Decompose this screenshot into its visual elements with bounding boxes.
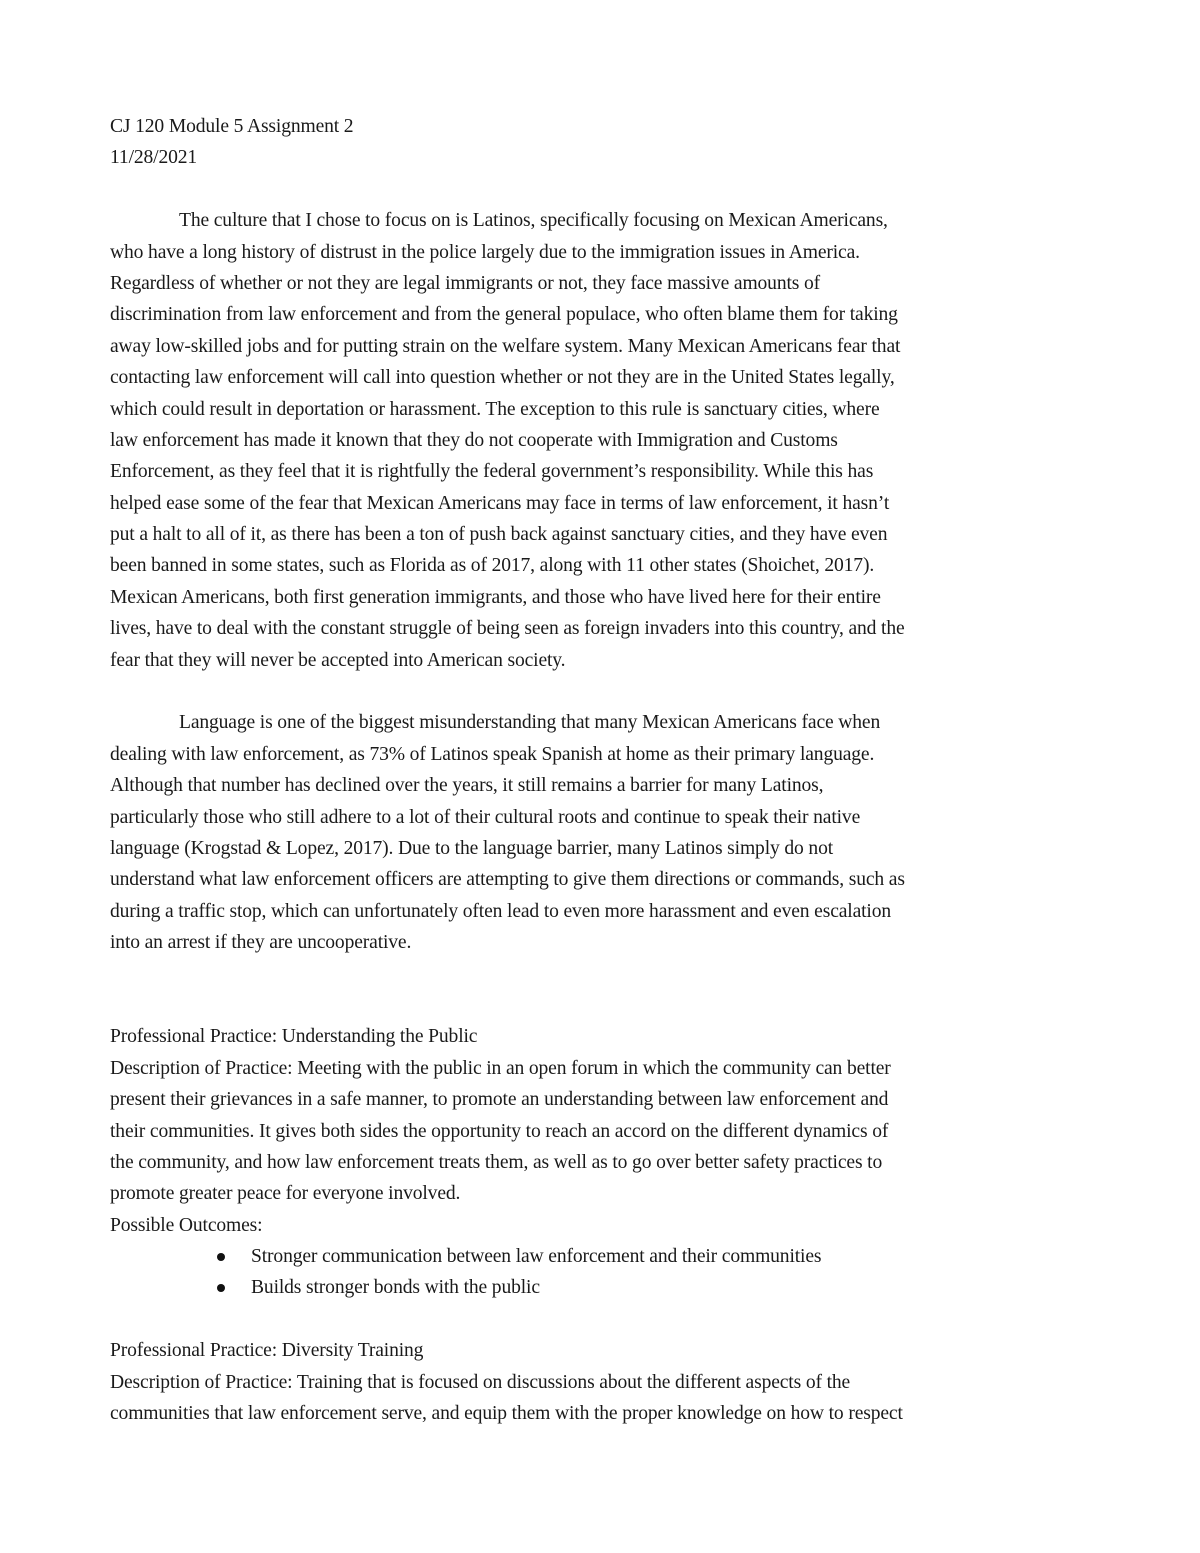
practice-understanding-public	[110, 1021, 1100, 1304]
bullet-icon	[217, 1284, 225, 1292]
outcomes-list	[110, 1241, 1100, 1304]
practice-description-line: their communities. It gives both sides the opportunity to reach an accord on the different dynamics of	[110, 1120, 889, 1142]
outcome-text: Builds stronger bonds with the public	[251, 1277, 540, 1299]
paragraph-line: Although that number has declined over the years, it still remains a barrier for many Latinos,	[110, 775, 824, 797]
practice-description-line: communities that law enforcement serve, and equip them with the proper knowledge on how to respect	[110, 1403, 903, 1425]
paragraph-culture	[110, 205, 1100, 676]
paragraph-line: understand what law enforcement officers are attempting to give them directions or commands, such as	[110, 869, 905, 891]
spacer	[110, 676, 1100, 707]
paragraph-line: into an arrest if they are uncooperative.	[110, 932, 412, 954]
paragraph-line: Language is one of the biggest misunderstanding that many Mexican Americans face when	[179, 712, 881, 734]
paragraph-line: which could result in deportation or harassment. The exception to this rule is sanctuary cities, where	[110, 398, 880, 420]
practice-title: Professional Practice: Diversity Training	[110, 1340, 424, 1362]
practice-description-line: promote greater peace for everyone involved.	[110, 1183, 461, 1205]
paragraph-line: lives, have to deal with the constant struggle of being seen as foreign invaders into this country, and the	[110, 618, 905, 640]
practice-description-line: present their grievances in a safe manner, to promote an understanding between law enforcement and	[110, 1089, 889, 1111]
paragraph-line: law enforcement has made it known that they do not cooperate with Immigration and Customs	[110, 429, 838, 451]
paragraph-line: fear that they will never be accepted into American society.	[110, 649, 566, 671]
paragraph-language	[110, 707, 1100, 958]
paragraph-line: Enforcement, as they feel that it is rightfully the federal government’s responsibility. While this has	[110, 461, 874, 483]
paragraph-line: helped ease some of the fear that Mexican Americans may face in terms of law enforcement, it hasn’t	[110, 492, 890, 514]
practice-description-line: Description of Practice: Meeting with the public in an open forum in which the community can better	[110, 1057, 891, 1079]
paragraph-line: contacting law enforcement will call into question whether or not they are in the United States legally,	[110, 367, 895, 389]
paragraph-line: Mexican Americans, both first generation immigrants, and those who have lived here for their entire	[110, 586, 881, 608]
bullet-icon	[217, 1253, 225, 1261]
paragraph-line: during a traffic stop, which can unfortunately often lead to even more harassment and even escalation	[110, 900, 892, 922]
paragraph-line: particularly those who still adhere to a lot of their cultural roots and continue to speak their native	[110, 806, 861, 828]
outcome-text: Stronger communication between law enforcement and their communities	[251, 1246, 822, 1268]
paragraph-line: discrimination from law enforcement and from the general populace, who often blame them for taking	[110, 304, 898, 326]
document-title: CJ 120 Module 5 Assignment 2	[110, 116, 354, 137]
paragraph-line: dealing with law enforcement, as 73% of Latinos speak Spanish at home as their primary language.	[110, 743, 875, 765]
paragraph-line: Regardless of whether or not they are legal immigrants or not, they face massive amounts of	[110, 272, 821, 294]
document-date: 11/28/2021	[110, 147, 198, 169]
spacer	[110, 959, 1100, 1022]
paragraph-line: language (Krogstad & Lopez, 2017). Due to the language barrier, many Latinos simply do not	[110, 837, 834, 859]
paragraph-line: put a halt to all of it, as there has been a ton of push back against sanctuary cities, and they have even	[110, 524, 888, 546]
spacer	[110, 174, 1100, 205]
paragraph-line: who have a long history of distrust in the police largely due to the immigration issues in America.	[110, 241, 860, 263]
outcome-item	[110, 1272, 1100, 1303]
practice-description-line: Description of Practice: Training that is focused on discussions about the different aspects of the	[110, 1371, 851, 1393]
outcomes-label: Possible Outcomes:	[110, 1214, 263, 1236]
outcome-item	[110, 1241, 1100, 1272]
document-page	[110, 111, 1100, 1429]
practice-title: Professional Practice: Understanding the Public	[110, 1026, 478, 1048]
paragraph-line: been banned in some states, such as Florida as of 2017, along with 11 other states (Shoichet, 2017).	[110, 555, 875, 577]
paragraph-line: away low-skilled jobs and for putting strain on the welfare system. Many Mexican Americans fear that	[110, 335, 901, 357]
spacer	[110, 1304, 1100, 1335]
paragraph-line: The culture that I chose to focus on is Latinos, specifically focusing on Mexican Americans,	[179, 210, 888, 232]
practice-description-line: the community, and how law enforcement treats them, as well as to go over better safety practices to	[110, 1151, 883, 1173]
practice-diversity-training	[110, 1335, 1100, 1429]
